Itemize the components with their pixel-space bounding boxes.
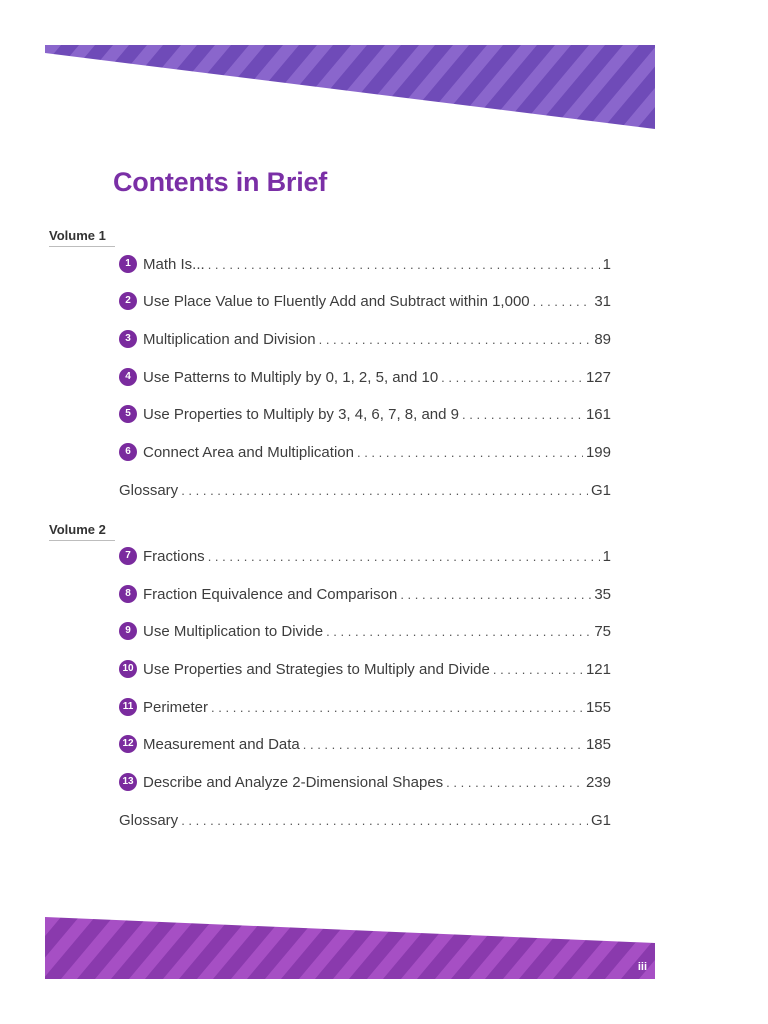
chapter-number-badge: 3 bbox=[119, 330, 137, 348]
chapter-number-badge: 5 bbox=[119, 405, 137, 423]
toc-entry-page: 239 bbox=[585, 773, 611, 791]
chapter-number-badge: 13 bbox=[119, 773, 137, 791]
toc-entry-title: Describe and Analyze 2-Dimensional Shapes bbox=[143, 773, 444, 791]
toc-entry-title: Use Multiplication to Divide bbox=[143, 622, 324, 640]
volume-1-label: Volume 1 bbox=[49, 228, 115, 247]
toc-entry-title: Glossary bbox=[119, 481, 179, 499]
toc-entry-page: 161 bbox=[585, 405, 611, 423]
volume-2-label: Volume 2 bbox=[49, 522, 115, 541]
toc-entry-page: 31 bbox=[594, 292, 611, 310]
dot-leader bbox=[303, 737, 583, 752]
toc-entry-chapter-3[interactable] bbox=[119, 328, 611, 350]
toc-entry-chapter-7[interactable] bbox=[119, 545, 611, 567]
chapter-number-badge: 6 bbox=[119, 443, 137, 461]
dot-leader bbox=[533, 294, 592, 309]
toc-entry-page: 121 bbox=[585, 660, 611, 678]
toc-entry-page: 127 bbox=[585, 368, 611, 386]
chapter-number-badge: 1 bbox=[119, 255, 137, 273]
top-decorative-band bbox=[45, 45, 655, 129]
toc-entry-page: 1 bbox=[602, 547, 611, 565]
toc-entry-title: Fractions bbox=[143, 547, 205, 565]
dot-leader bbox=[357, 445, 583, 460]
page-title: Contents in Brief bbox=[113, 167, 328, 197]
toc-entry-glossary-volume-2[interactable] bbox=[119, 809, 611, 831]
chapter-number-badge: 8 bbox=[119, 585, 137, 603]
chapter-number-badge: 10 bbox=[119, 660, 137, 678]
chapter-number-badge: 2 bbox=[119, 292, 137, 310]
toc-entry-chapter-2[interactable] bbox=[119, 290, 611, 312]
dot-leader bbox=[181, 483, 588, 498]
dot-leader bbox=[181, 813, 588, 828]
toc-entry-page: 35 bbox=[594, 585, 611, 603]
dot-leader bbox=[211, 700, 583, 715]
toc-entry-chapter-13[interactable] bbox=[119, 771, 611, 793]
toc-entry-chapter-9[interactable] bbox=[119, 620, 611, 642]
toc-entry-title: Use Properties and Strategies to Multiply and Divide bbox=[143, 660, 490, 678]
toc-entry-title: Math Is... bbox=[143, 255, 205, 273]
bottom-decorative-band bbox=[45, 917, 655, 979]
toc-entry-page: 185 bbox=[585, 735, 611, 753]
toc-entry-title: Measurement and Data bbox=[143, 735, 300, 753]
dot-leader bbox=[208, 257, 600, 272]
toc-entry-title: Fraction Equivalence and Comparison bbox=[143, 585, 398, 603]
toc-entry-title: Use Properties to Multiply by 3, 4, 6, 7, 8, and 9 bbox=[143, 405, 459, 423]
toc-entry-chapter-4[interactable] bbox=[119, 366, 611, 388]
toc-entry-page: G1 bbox=[590, 481, 611, 499]
chapter-number-badge: 7 bbox=[119, 547, 137, 565]
dot-leader bbox=[319, 332, 592, 347]
page-number: iii bbox=[637, 961, 647, 973]
toc-entry-page: 1 bbox=[602, 255, 611, 273]
toc-entry-title: Connect Area and Multiplication bbox=[143, 443, 354, 461]
dot-leader bbox=[326, 624, 591, 639]
toc-entry-page: G1 bbox=[590, 811, 611, 829]
dot-leader bbox=[441, 370, 583, 385]
toc-entry-title: Use Patterns to Multiply by 0, 1, 2, 5, and 10 bbox=[143, 368, 439, 386]
toc-entry-page: 155 bbox=[585, 698, 611, 716]
dot-leader bbox=[208, 549, 600, 564]
toc-entry-chapter-1[interactable] bbox=[119, 253, 611, 275]
chapter-number-badge: 4 bbox=[119, 368, 137, 386]
toc-entry-chapter-8[interactable] bbox=[119, 583, 611, 605]
dot-leader bbox=[462, 407, 583, 422]
toc-entry-page: 89 bbox=[594, 330, 611, 348]
toc-entry-chapter-12[interactable] bbox=[119, 733, 611, 755]
dot-leader bbox=[446, 775, 583, 790]
toc-entry-title: Multiplication and Division bbox=[143, 330, 316, 348]
toc-entry-chapter-6[interactable] bbox=[119, 441, 611, 463]
toc-entry-title: Perimeter bbox=[143, 698, 209, 716]
toc-entry-title: Use Place Value to Fluently Add and Subtract within 1,000 bbox=[143, 292, 530, 310]
toc-entry-page: 75 bbox=[594, 622, 611, 640]
dot-leader bbox=[400, 587, 591, 602]
chapter-number-badge: 12 bbox=[119, 735, 137, 753]
toc-entry-chapter-10[interactable] bbox=[119, 658, 611, 680]
toc-entry-page: 199 bbox=[585, 443, 611, 461]
dot-leader bbox=[493, 662, 583, 677]
toc-entry-glossary-volume-1[interactable] bbox=[119, 479, 611, 501]
chapter-number-badge: 9 bbox=[119, 622, 137, 640]
toc-entry-chapter-11[interactable] bbox=[119, 696, 611, 718]
toc-entry-title: Glossary bbox=[119, 811, 179, 829]
chapter-number-badge: 11 bbox=[119, 698, 137, 716]
book-page bbox=[45, 45, 655, 979]
toc-entry-chapter-5[interactable] bbox=[119, 403, 611, 425]
